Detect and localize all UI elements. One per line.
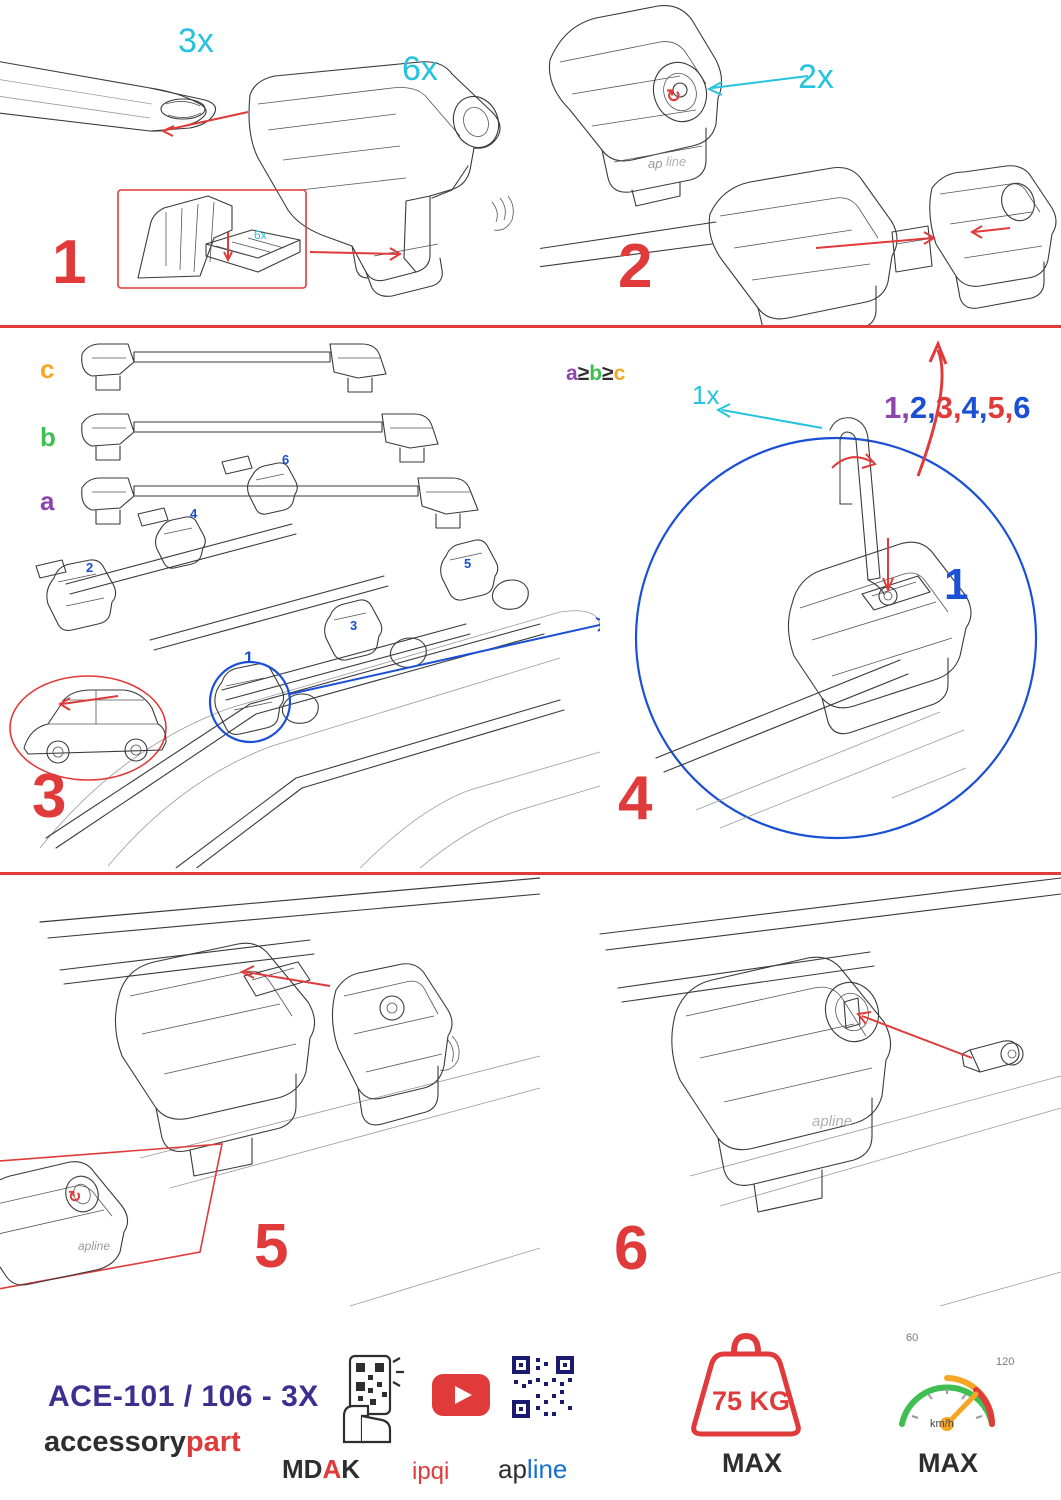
mount-point-4: 4 [190, 506, 198, 521]
brand-accessorypart-part2: part [185, 1426, 241, 1458]
apline-logo-embossed [648, 154, 686, 171]
crossbar-variant-b [82, 414, 438, 462]
qr-code-icon [510, 1354, 576, 1420]
qr-scan-phone-icon [338, 1354, 408, 1446]
allen-key-drawing [830, 418, 884, 594]
brand-ipqi: ipqi [412, 1458, 450, 1485]
foot-2 [47, 560, 116, 631]
step-number-5: 5 [254, 1212, 288, 1281]
callout-number-1: 1 [944, 560, 969, 609]
mount-point-1: 1 [244, 648, 254, 667]
rail-label-c: c [40, 354, 55, 384]
svg-text:↻: ↻ [68, 1189, 82, 1206]
brand-accessorypart-part1: accessory [44, 1426, 186, 1458]
step-2-panel [540, 0, 1061, 325]
svg-text:ap: ap [648, 156, 663, 171]
speed-tick-60: 60 [906, 1332, 919, 1344]
tighten-order-sequence: 1,2,3,4,5,6 [884, 390, 1031, 425]
brand-mdak [282, 1454, 360, 1485]
step-6-panel [540, 876, 1061, 1308]
mount-point-6: 6 [282, 452, 290, 467]
svg-text:apline: apline [78, 1239, 111, 1253]
rail-label-b: b [40, 422, 56, 452]
step-3-illustration [0, 328, 603, 868]
crossbar-endcap-drawing [0, 60, 216, 131]
brand-apline-part1: ap [498, 1454, 527, 1484]
rubber-pad-detail-box [118, 190, 306, 288]
speed-limit-label: MAX [918, 1448, 978, 1478]
car-roof-scene [36, 456, 600, 868]
step-5-panel [0, 876, 540, 1308]
ineq-a: a [566, 362, 578, 385]
quantity-3x: 3x [178, 22, 214, 60]
rail-label-a: a [40, 486, 55, 516]
brand-apline [498, 1454, 567, 1485]
model-code: ACE-101 / 106 - 3X [48, 1380, 319, 1413]
brand-apline-part2: line [526, 1454, 568, 1484]
foot-with-lock-cover [549, 6, 721, 206]
mount-point-2: 2 [86, 560, 94, 575]
quantity-6x: 6x [402, 50, 438, 88]
brand-accessorypart [44, 1426, 241, 1459]
crossbar-variant-a [82, 478, 478, 528]
crossbar-variant-c [82, 344, 386, 392]
ineq-b: b [589, 362, 603, 385]
weight-limit-label: MAX [722, 1448, 782, 1478]
weight-icon [686, 1326, 806, 1438]
svg-text:↻: ↻ [666, 86, 682, 106]
quantity-2x: 2x [798, 58, 834, 96]
brand-mdak-text: MDAK [282, 1454, 360, 1484]
quantity-1x-allen-key: 1x [692, 380, 720, 410]
step-1-panel [0, 0, 540, 325]
lock-detail-inset [0, 1144, 222, 1296]
youtube-icon[interactable] [432, 1374, 490, 1416]
step-3-panel [0, 328, 603, 868]
step-number-4: 4 [618, 764, 652, 833]
mount-point-5: 5 [464, 556, 472, 571]
svg-text:line: line [666, 154, 687, 169]
step-4-panel [600, 328, 1061, 868]
step-number-6: 6 [614, 1214, 648, 1283]
section-divider-2 [0, 872, 1061, 875]
ineq-c: c [613, 362, 626, 385]
speed-unit-label: km/h [930, 1418, 954, 1430]
roof-rack-foot-drawing [249, 62, 513, 297]
step-number-2: 2 [618, 232, 652, 301]
rail-order-inequality: a≥b≥c [566, 362, 626, 385]
foot-1 [215, 664, 284, 735]
speed-tick-120: 120 [996, 1356, 1015, 1368]
step-number-3: 3 [32, 762, 66, 831]
weight-limit-value: 75 KG [712, 1386, 791, 1416]
foot-4 [156, 517, 206, 568]
mount-point-3: 3 [350, 618, 358, 633]
footer [0, 1308, 1061, 1500]
step-number-1: 1 [52, 228, 86, 297]
quantity-6x-detail: 6x [254, 228, 267, 242]
svg-text:apline: apline [812, 1113, 853, 1130]
tower-and-lock-drawing [115, 943, 459, 1176]
tower-with-key-drawing [672, 957, 1023, 1212]
foot-6 [248, 463, 298, 514]
